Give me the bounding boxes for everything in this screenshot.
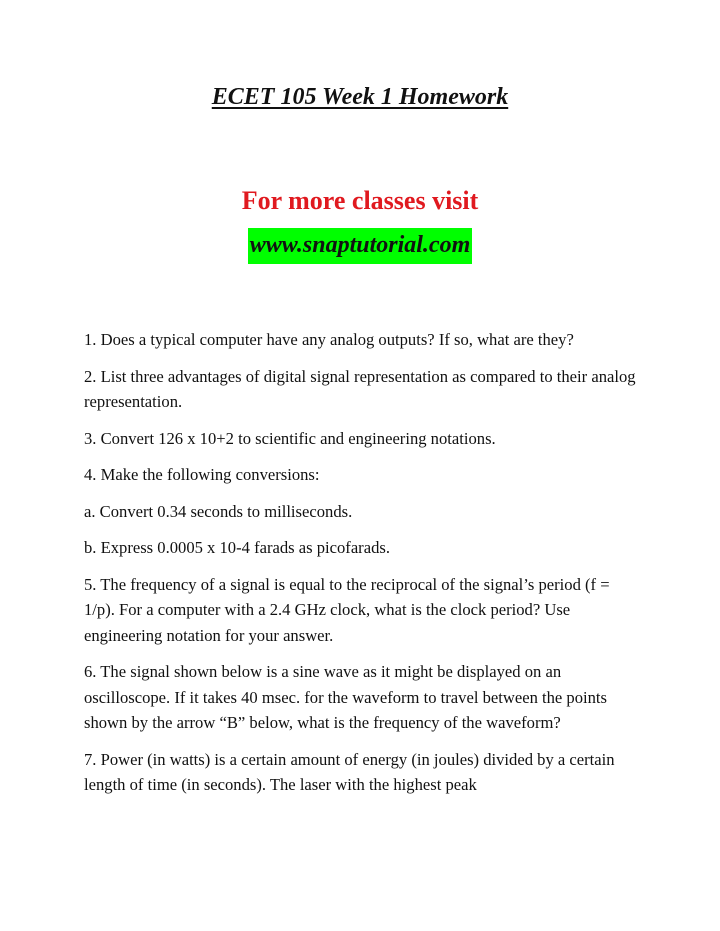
promo-link[interactable]: www.snaptutorial.com <box>248 228 473 264</box>
question-2: 2. List three advantages of digital signal representation as compared to their analog representation. <box>84 366 636 411</box>
question-5: 5. The frequency of a signal is equal to the reciprocal of the signal’s period (f = 1/p). For a computer with a 2.4 GHz clock, what is the clock period? Use engineering notation for your answer. <box>84 574 610 645</box>
question-1: 1. Does a typical computer have any analog outputs? If so, what are they? <box>84 330 574 349</box>
promo-text: For more classes visit <box>241 186 479 215</box>
promo-link-container <box>0 228 720 264</box>
question-3: 3. Convert 126 x 10+2 to scientific and engineering notations. <box>84 428 496 448</box>
question-6: 6. The signal shown below is a sine wave as it might be displayed on an oscilloscope. If it takes 40 msec. for the waveform to travel between the points shown by the arrow “B” below, what is the frequency of the waveform? <box>84 662 608 732</box>
question-4: 4. Make the following conversions: <box>84 465 320 484</box>
question-7: 7. Power (in watts) is a certain amount of energy (in joules) divided by a certain length of time (in seconds). The laser with the highest peak <box>84 749 615 794</box>
question-list <box>84 327 644 809</box>
document-title: ECET 105 Week 1 Homework <box>211 84 509 110</box>
question-4b: b. Express 0.0005 x 10-4 farads as picofarads. <box>84 538 390 557</box>
question-4a: a. Convert 0.34 seconds to milliseconds. <box>84 501 353 521</box>
